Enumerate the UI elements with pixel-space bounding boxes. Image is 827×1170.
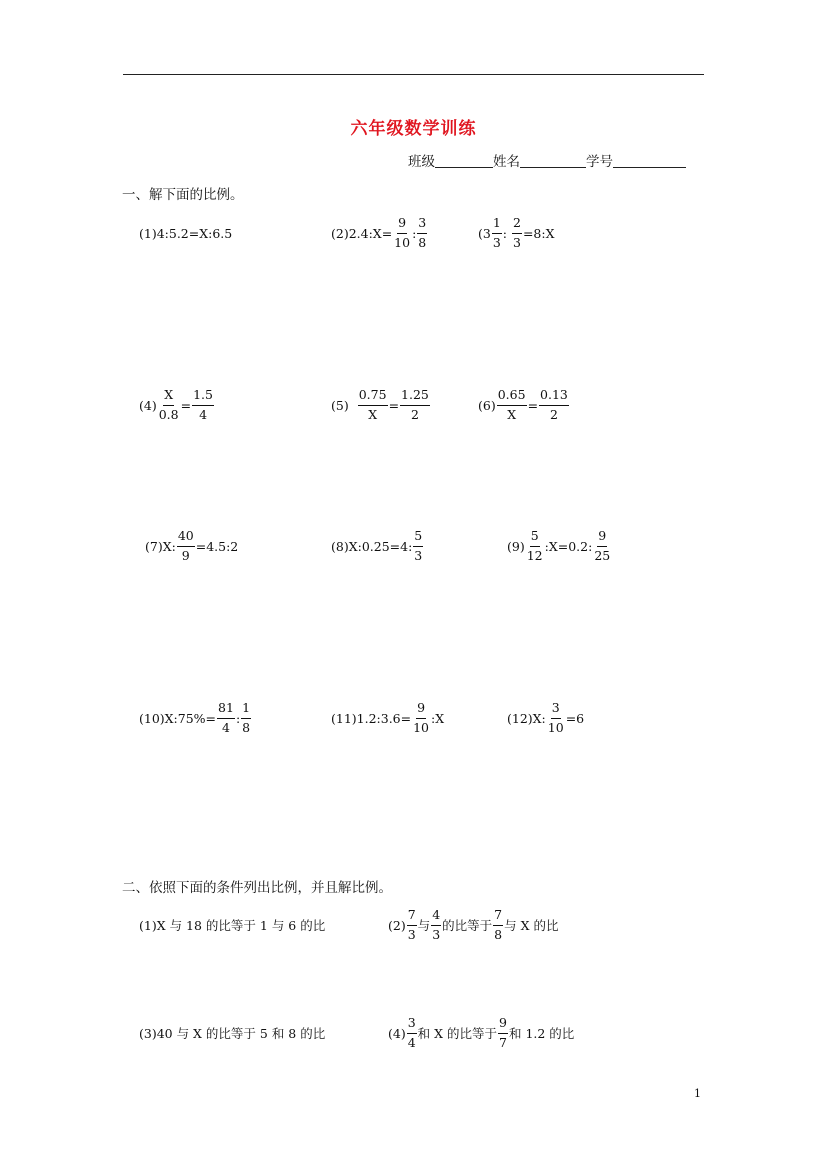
numerator: 5 [413, 529, 423, 547]
problem-text: (6) [478, 397, 496, 413]
fraction [431, 908, 441, 942]
id-blank[interactable] [613, 153, 686, 168]
numerator: 7 [407, 908, 417, 926]
fraction [493, 908, 503, 942]
numerator: 3 [417, 216, 427, 234]
numerator: 1 [492, 216, 502, 234]
problem-9 [507, 526, 612, 566]
numerator: 3 [407, 1016, 417, 1034]
numerator: 40 [177, 529, 195, 547]
problem-text: (1)X 与 18 的比等于 1 与 6 的比 [139, 918, 326, 933]
fraction [407, 1016, 417, 1050]
student-info-line [408, 150, 686, 170]
fraction [417, 216, 427, 250]
problem-text: =8:X [522, 225, 555, 241]
denominator: 25 [594, 547, 611, 563]
question-3 [139, 1013, 325, 1053]
problem-text: : [235, 710, 241, 726]
name-label: 姓名 [493, 154, 520, 170]
fraction [497, 388, 527, 422]
denominator: 9 [181, 547, 190, 563]
page-number: 1 [694, 1087, 701, 1100]
problem-text: (2)2.4:X= [331, 225, 393, 241]
denominator: 3 [512, 234, 521, 250]
problem-3 [478, 213, 554, 253]
class-blank[interactable] [435, 153, 493, 168]
problem-text: (12)X: [507, 710, 546, 726]
fraction [192, 388, 214, 422]
denominator: 8 [242, 719, 251, 735]
problem-text: = [527, 397, 539, 413]
denominator: 4 [222, 719, 230, 735]
fraction [526, 529, 544, 563]
problem-text: (4) [388, 1025, 406, 1041]
fraction [547, 701, 565, 735]
problem-7 [145, 526, 238, 566]
question-2 [388, 905, 558, 945]
fraction [512, 216, 522, 250]
fraction [400, 388, 430, 422]
class-label: 班级 [408, 154, 435, 170]
problem-text: (7)X: [145, 538, 176, 554]
problem-8 [331, 526, 424, 566]
problem-text: (5) [331, 397, 349, 413]
fraction [498, 1016, 508, 1050]
denominator: 3 [492, 234, 501, 250]
numerator: 81 [217, 701, 235, 719]
problem-text: (2) [388, 917, 406, 933]
numerator: 7 [493, 908, 503, 926]
fraction [393, 216, 411, 250]
numerator: 9 [597, 529, 607, 547]
denominator: 7 [499, 1034, 507, 1050]
problem-text: :X=0.2: [544, 538, 593, 554]
problem-text: (11)1.2:3.6= [331, 710, 412, 726]
fraction [492, 216, 502, 250]
fraction [407, 908, 417, 942]
numerator: 5 [530, 529, 540, 547]
problem-text: (10)X:75%= [139, 710, 217, 726]
question-1 [139, 905, 325, 945]
numerator: 1.25 [400, 388, 430, 406]
denominator: 2 [410, 406, 419, 422]
question-4 [388, 1013, 574, 1053]
problem-text: (1)4:5.2=X:6.5 [139, 225, 233, 241]
denominator: X [507, 406, 517, 422]
fraction [177, 529, 195, 563]
denominator: 4 [199, 406, 208, 422]
problem-12 [507, 698, 584, 738]
numerator: 2 [512, 216, 522, 234]
numerator: 0.65 [497, 388, 527, 406]
fraction [539, 388, 569, 422]
numerator: X [163, 388, 174, 406]
denominator: 10 [547, 719, 564, 735]
problem-text: : [502, 225, 511, 241]
numerator: 3 [551, 701, 561, 719]
fraction [217, 701, 235, 735]
name-blank[interactable] [520, 153, 586, 168]
fraction [241, 701, 251, 735]
denominator: 0.8 [158, 406, 179, 422]
problem-4 [139, 385, 215, 425]
problem-text: = [388, 397, 400, 413]
denominator: 3 [407, 926, 416, 942]
denominator: 3 [414, 547, 423, 563]
section-1-heading: 一、解下面的比例。 [122, 187, 244, 203]
denominator: 3 [432, 926, 441, 942]
problem-11 [331, 698, 444, 738]
problem-1 [139, 213, 232, 253]
denominator: 10 [394, 234, 411, 250]
problem-text: (3)40 与 X 的比等于 5 和 8 的比 [139, 1026, 326, 1041]
numerator: 1.5 [192, 388, 214, 406]
section-2-heading: 二、依照下面的条件列出比例，并且解比例。 [122, 880, 392, 896]
denominator: 10 [413, 719, 430, 735]
fraction [158, 388, 180, 422]
numerator: 1 [241, 701, 251, 719]
problem-text: :X [431, 710, 445, 726]
denominator: 12 [526, 547, 543, 563]
problem-text: = [180, 397, 192, 413]
problem-text: 与 [417, 918, 431, 933]
problem-text: 的比等于 [442, 918, 493, 933]
numerator: 9 [397, 216, 407, 234]
problem-10 [139, 698, 252, 738]
numerator: 0.75 [358, 388, 388, 406]
denominator: 8 [494, 926, 503, 942]
problem-text: 与 X 的比 [504, 918, 559, 933]
fraction [413, 529, 423, 563]
numerator: 9 [498, 1016, 508, 1034]
problem-text: 和 X 的比等于 [417, 1026, 498, 1041]
problem-text: : [412, 225, 417, 241]
problem-text: =4.5:2 [195, 538, 239, 554]
fraction [593, 529, 611, 563]
problem-text: (8)X:0.25=4: [331, 538, 413, 554]
problem-text: (9) [507, 538, 525, 554]
problem-6 [478, 385, 570, 425]
problem-5 [331, 385, 431, 425]
problem-text: 和 1.2 的比 [508, 1026, 575, 1041]
page-title: 六年级数学训练 [350, 119, 477, 139]
numerator: 9 [416, 701, 426, 719]
header-rule [123, 74, 704, 75]
fraction [412, 701, 430, 735]
problem-2 [331, 213, 428, 253]
denominator: X [368, 406, 378, 422]
id-label: 学号 [586, 154, 613, 170]
problem-text: (3 [478, 225, 491, 241]
numerator: 4 [431, 908, 441, 926]
problem-text: =6 [565, 710, 585, 726]
denominator: 2 [549, 406, 558, 422]
denominator: 8 [418, 234, 427, 250]
numerator: 0.13 [539, 388, 569, 406]
fraction [358, 388, 388, 422]
denominator: 4 [407, 1034, 416, 1050]
problem-text: (4) [139, 397, 157, 413]
